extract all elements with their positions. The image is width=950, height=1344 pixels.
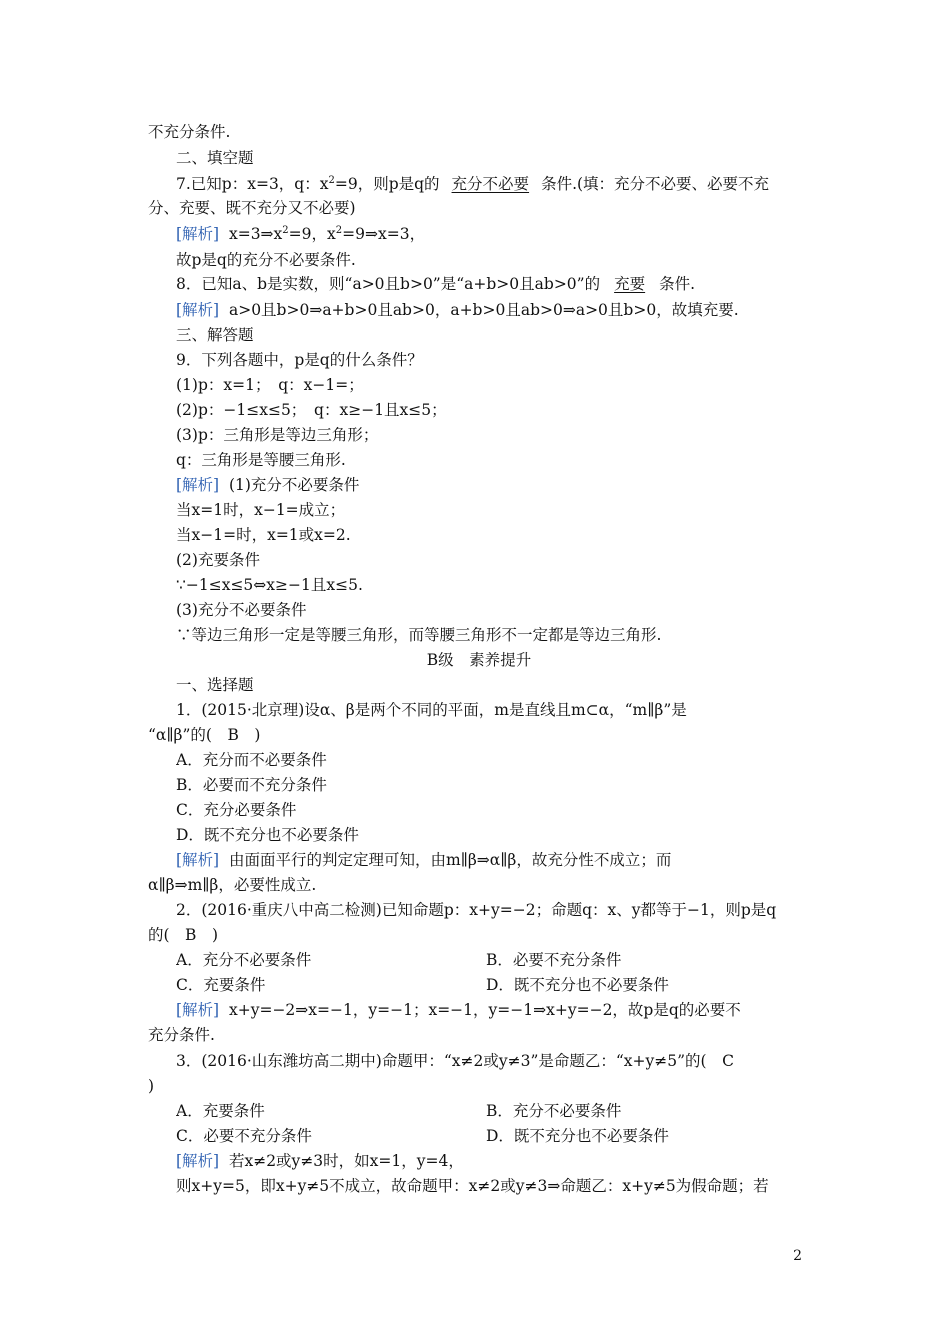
analysis-8: [解析] a>0且b>0⇒a+b>0且ab>0，a+b>0且ab>0⇒a>0且b>0，故填充要. [176,301,739,319]
analysis-1: [解析] 由面面平行的判定定理可知，由m∥β⇒α∥β，故充分性不成立；而 [176,851,672,869]
section-heading: 三、解答题 [176,326,254,344]
text-line: 故p是q的充分不必要条件. [176,251,356,269]
analysis-3: [解析] 若x≠2或y≠3时，如x=1，y=4， [176,1152,464,1170]
analysis-label: [解析] [176,301,220,319]
answer-blank: 充分不必要 [451,175,530,193]
analysis-2: [解析] x+y=−2⇒x=−1，y=−1；x=−1，y=−1⇒x+y=−2，故p是q的必要不 [176,1001,741,1019]
option-c: C．充要条件 [176,976,266,994]
option-a: A．充分而不必要条件 [176,751,327,769]
options-row [176,973,810,997]
question-1: 1．(2015·北京理)设α、β是两个不同的平面，m是直线且m⊂α，“m∥β”是 [176,701,687,719]
text-line: 当x=1时，x−1=成立； [176,501,346,519]
option-a: A．充要条件 [176,1102,265,1120]
option-d: D．既不充分也不必要条件 [486,1127,669,1145]
text-line: (1)p：x=1； q：x−1=； [176,376,364,394]
options-row [176,948,810,972]
analysis-label: [解析] [176,851,220,869]
text-line: ∵等边三角形一定是等腰三角形，而等腰三角形不一定都是等边三角形. [176,626,662,644]
question-9: 9．下列各题中，p是q的什么条件？ [176,351,423,369]
section-heading: 二、填空题 [176,149,254,167]
text-line: (3)p：三角形是等边三角形； [176,426,379,444]
text-line: q：三角形是等腰三角形. [176,451,346,469]
text-line: 充分条件. [148,1026,215,1044]
text-line: 则x+y=5，即x+y≠5不成立，故命题甲：x≠2或y≠3⇒命题乙：x+y≠5为假命题；若 [176,1177,769,1195]
question-3: 3．(2016·山东潍坊高二期中)命题甲：“x≠2或y≠3”是命题乙：“x+y≠5”的( C [176,1052,734,1070]
section-heading: 一、选择题 [176,676,254,694]
options-row [176,1124,810,1148]
analysis-label: [解析] [176,225,220,243]
analysis-label: [解析] [176,1001,220,1019]
text-line: ∵−1≤x≤5⇔x≥−1且x≤5. [176,576,363,594]
text-line: ) [148,1077,155,1095]
option-b: B．充分不必要条件 [486,1102,622,1120]
answer-blank: 充要 [614,275,646,293]
analysis-9: [解析] (1)充分不必要条件 [176,476,360,494]
options-row [176,1099,810,1123]
question-2: 2．(2016·重庆八中高二检测)已知命题p：x+y=−2；命题q：x、y都等于−1，则p是q [176,901,777,919]
page-number: 2 [793,1248,802,1264]
text-line: α∥β⇒m∥β，必要性成立. [148,876,317,894]
text-line: “α∥β”的( B ) [148,726,261,744]
text-line: (2)充要条件 [176,551,260,569]
analysis-7: [解析] $x=3\Rightarrow x^2=9$，$x^2=9\Rightarrow x=3$， [176,224,426,243]
analysis-label: [解析] [176,476,220,494]
text-line: (3)充分不必要条件 [176,601,307,619]
option-c: C．充分必要条件 [176,801,297,819]
question-7: 7.已知p：x=3，q：$x^2=9$，则p是q的 充分不必要 条件.(填：充分不必要、必要不充 [176,172,810,196]
option-d: D．既不充分也不必要条件 [486,976,669,994]
option-d: D．既不充分也不必要条件 [176,826,359,844]
text-line: 分、充要、既不充分又不必要) [148,199,356,217]
question-8: 8．已知a、b是实数，则“a>0且b>0”是“a+b>0且ab>0”的 充要 条件. [176,272,810,296]
text-line: 的( B ) [148,926,218,944]
option-c: C．必要不充分条件 [176,1127,312,1145]
option-b: B．必要而不充分条件 [176,776,327,794]
option-a: A．充分不必要条件 [176,951,312,969]
text-line: (2)p：−1≤x≤5； q：x≥−1且x≤5； [176,401,447,419]
level-heading: B级 素养提升 [426,651,532,669]
analysis-label: [解析] [176,1152,220,1170]
text-line: 当x−1=时，x=1或x=2. [176,526,351,544]
text-line: 不充分条件. [148,123,231,141]
option-b: B．必要不充分条件 [486,951,622,969]
